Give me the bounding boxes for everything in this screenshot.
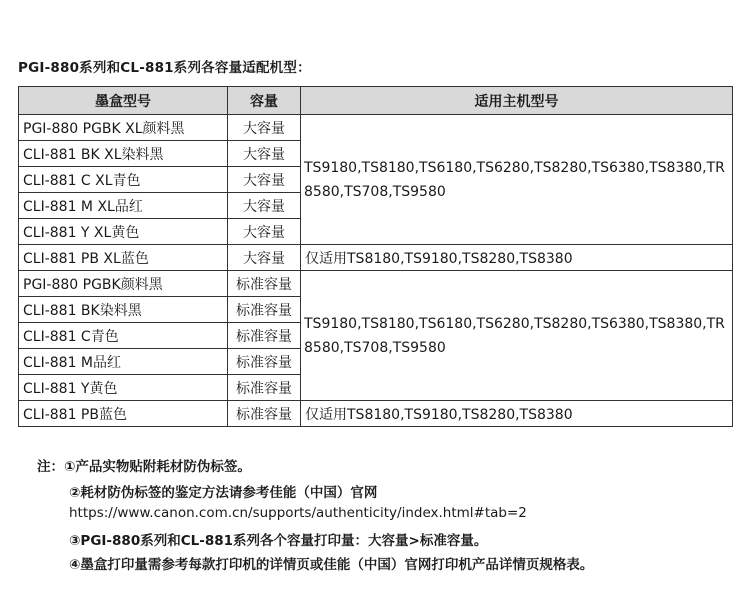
table-row xyxy=(19,401,733,427)
cell-model: CLI-881 BK染料黑 xyxy=(19,297,228,323)
header-printers: 适用主机型号 xyxy=(301,87,733,115)
table-row xyxy=(19,245,733,271)
cell-capacity: 标准容量 xyxy=(228,271,301,297)
note-item: ①产品实物贴附耗材防伪标签。 xyxy=(64,459,251,475)
cell-model: PGI-880 PGBK颜料黑 xyxy=(19,271,228,297)
cell-capacity: 大容量 xyxy=(228,167,301,193)
cell-capacity: 标准容量 xyxy=(228,349,301,375)
table-body xyxy=(19,115,733,427)
table-row xyxy=(19,115,733,141)
cell-capacity: 大容量 xyxy=(228,193,301,219)
table-header-row xyxy=(19,87,733,115)
cell-printers: 仅适用TS8180,TS9180,TS8280,TS8380 xyxy=(301,245,733,271)
page-heading: PGI-880系列和CL-881系列各容量适配机型： xyxy=(18,60,311,76)
cell-capacity: 标准容量 xyxy=(228,375,301,401)
cell-model: CLI-881 C青色 xyxy=(19,323,228,349)
cell-model: CLI-881 Y黄色 xyxy=(19,375,228,401)
cell-capacity: 大容量 xyxy=(228,141,301,167)
note-item: ②耗材防伪标签的鉴定方法请参考佳能（中国）官网 xyxy=(69,485,378,501)
header-capacity: 容量 xyxy=(228,87,301,115)
cell-printers: TS9180,TS8180,TS6180,TS6280,TS8280,TS6380,TS8380,TR8580,TS708,TS9580 xyxy=(301,115,733,245)
notes-label xyxy=(37,455,251,475)
cell-printers: TS9180,TS8180,TS6180,TS6280,TS8280,TS6380,TS8380,TR8580,TS708,TS9580 xyxy=(301,271,733,401)
cell-capacity: 标准容量 xyxy=(228,323,301,349)
cell-capacity: 标准容量 xyxy=(228,401,301,427)
note-url-link[interactable]: https://www.canon.com.cn/supports/authenticity/index.html#tab=2 xyxy=(69,505,527,521)
cell-model: CLI-881 M XL品红 xyxy=(19,193,228,219)
cell-model: PGI-880 PGBK XL颜料黑 xyxy=(19,115,228,141)
note-item: ③PGI-880系列和CL-881系列各个容量打印量：大容量>标准容量。 xyxy=(69,533,488,549)
notes-label-text: 注： xyxy=(37,459,64,475)
cell-capacity: 大容量 xyxy=(228,115,301,141)
compatibility-table xyxy=(18,86,733,427)
cell-model: CLI-881 BK XL染料黑 xyxy=(19,141,228,167)
table-row xyxy=(19,271,733,297)
cell-model: CLI-881 PB XL蓝色 xyxy=(19,245,228,271)
header-model: 墨盒型号 xyxy=(19,87,228,115)
cell-capacity: 大容量 xyxy=(228,245,301,271)
cell-model: CLI-881 Y XL黄色 xyxy=(19,219,228,245)
note-item: ④墨盒打印量需参考每款打印机的详情页或佳能（中国）官网打印机产品详情页规格表。 xyxy=(69,557,594,573)
cell-capacity: 标准容量 xyxy=(228,297,301,323)
cell-model: CLI-881 M品红 xyxy=(19,349,228,375)
cell-printers: 仅适用TS8180,TS9180,TS8280,TS8380 xyxy=(301,401,733,427)
cell-model: CLI-881 C XL青色 xyxy=(19,167,228,193)
cell-model: CLI-881 PB蓝色 xyxy=(19,401,228,427)
cell-capacity: 大容量 xyxy=(228,219,301,245)
